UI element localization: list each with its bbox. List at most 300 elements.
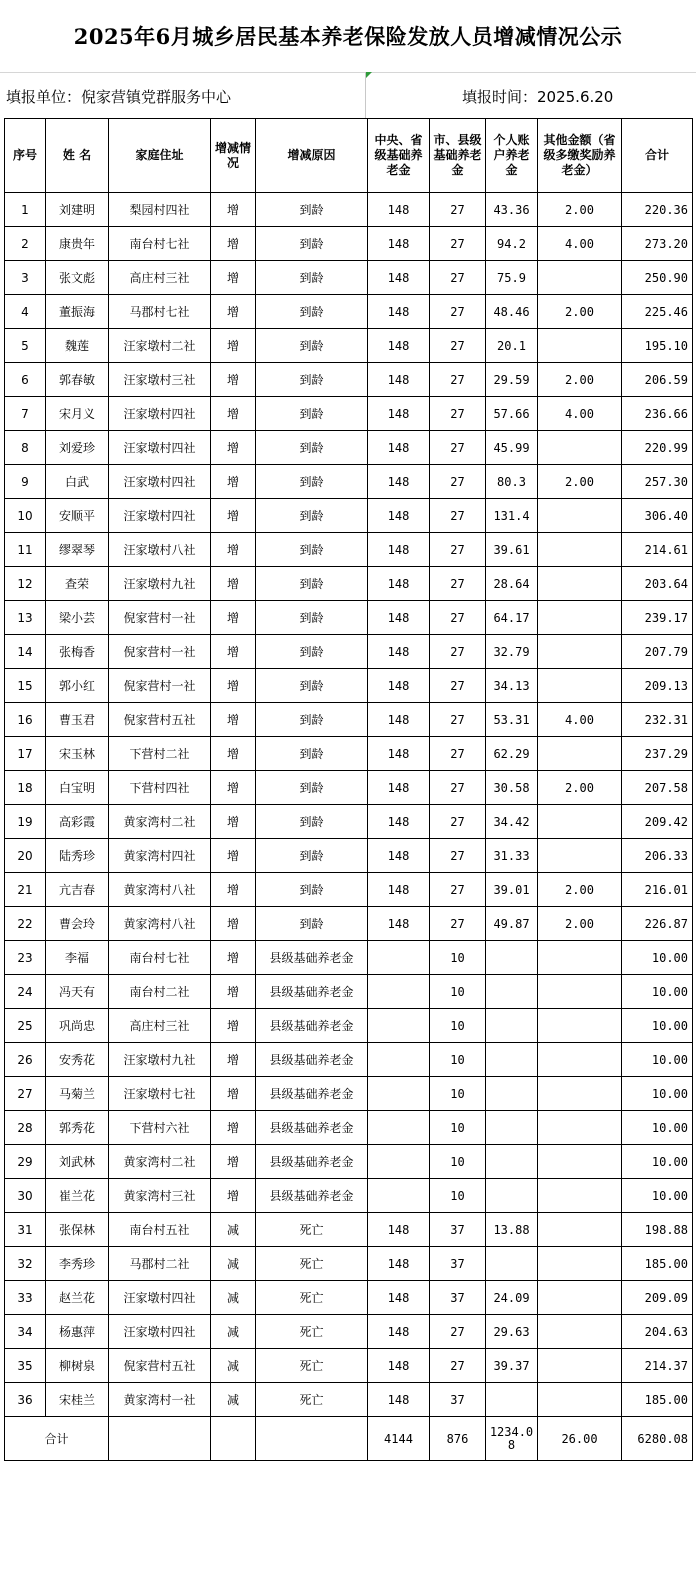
cell-other-amount — [538, 1247, 622, 1281]
cell-personal-pension: 32.79 — [486, 635, 538, 669]
cell-personal-pension: 64.17 — [486, 601, 538, 635]
cell-county-pension: 27 — [430, 1315, 486, 1349]
cell-no: 31 — [5, 1213, 46, 1247]
cell-personal-pension — [486, 1043, 538, 1077]
cell-total: 10.00 — [622, 1179, 693, 1213]
total-empty-cell — [109, 1417, 211, 1461]
table-header-row — [5, 119, 693, 193]
cell-change: 增 — [211, 329, 256, 363]
cell-reason: 县级基础养老金 — [256, 1009, 368, 1043]
cell-address: 下营村六社 — [109, 1111, 211, 1145]
cell-name: 崔兰花 — [46, 1179, 109, 1213]
header-address: 家庭住址 — [109, 119, 211, 193]
cell-county-pension: 10 — [430, 1179, 486, 1213]
cell-address: 汪家墩村四社 — [109, 499, 211, 533]
cell-name: 杨惠萍 — [46, 1315, 109, 1349]
table-row — [5, 1179, 693, 1213]
cell-central-pension: 148 — [368, 771, 430, 805]
cell-central-pension: 148 — [368, 533, 430, 567]
table-row — [5, 261, 693, 295]
cell-personal-pension: 28.64 — [486, 567, 538, 601]
table-row — [5, 839, 693, 873]
cell-reason: 县级基础养老金 — [256, 1179, 368, 1213]
cell-change: 增 — [211, 1077, 256, 1111]
cell-total: 10.00 — [622, 975, 693, 1009]
cell-other-amount: 2.00 — [538, 465, 622, 499]
cell-name: 赵兰花 — [46, 1281, 109, 1315]
cell-reason: 到龄 — [256, 635, 368, 669]
cell-other-amount — [538, 601, 622, 635]
cell-county-pension: 27 — [430, 567, 486, 601]
cell-address: 汪家墩村九社 — [109, 1043, 211, 1077]
cell-change: 增 — [211, 601, 256, 635]
cell-personal-pension: 30.58 — [486, 771, 538, 805]
grid-line — [0, 72, 696, 73]
cell-change: 增 — [211, 669, 256, 703]
cell-central-pension: 148 — [368, 465, 430, 499]
cell-other-amount: 4.00 — [538, 227, 622, 261]
cell-reason: 到龄 — [256, 907, 368, 941]
cell-address: 汪家墩村七社 — [109, 1077, 211, 1111]
table-row — [5, 465, 693, 499]
cell-personal-pension — [486, 1077, 538, 1111]
cell-name: 亢吉春 — [46, 873, 109, 907]
cell-name: 张梅香 — [46, 635, 109, 669]
cell-total: 214.61 — [622, 533, 693, 567]
cell-central-pension: 148 — [368, 1383, 430, 1417]
cell-other-amount — [538, 1043, 622, 1077]
cell-name: 高彩霞 — [46, 805, 109, 839]
cell-personal-pension: 24.09 — [486, 1281, 538, 1315]
cell-address: 汪家墩村四社 — [109, 431, 211, 465]
cell-other-amount: 2.00 — [538, 193, 622, 227]
cell-total: 203.64 — [622, 567, 693, 601]
total-central-pension: 4144 — [368, 1417, 430, 1461]
cell-county-pension: 37 — [430, 1281, 486, 1315]
cell-central-pension: 148 — [368, 1213, 430, 1247]
column-divider — [365, 72, 366, 118]
cell-name: 宋桂兰 — [46, 1383, 109, 1417]
cell-reason: 县级基础养老金 — [256, 1043, 368, 1077]
table-row — [5, 431, 693, 465]
cell-no: 6 — [5, 363, 46, 397]
cell-total: 10.00 — [622, 1043, 693, 1077]
cell-personal-pension: 39.61 — [486, 533, 538, 567]
cell-county-pension: 10 — [430, 975, 486, 1009]
cell-address: 高庄村三社 — [109, 261, 211, 295]
cell-address: 下营村二社 — [109, 737, 211, 771]
cell-no: 5 — [5, 329, 46, 363]
table-total-row — [5, 1417, 693, 1461]
cell-name: 董振海 — [46, 295, 109, 329]
table-row — [5, 805, 693, 839]
cell-total: 207.58 — [622, 771, 693, 805]
cell-county-pension: 27 — [430, 771, 486, 805]
cell-central-pension: 148 — [368, 261, 430, 295]
cell-address: 汪家墩村四社 — [109, 465, 211, 499]
cell-total: 209.13 — [622, 669, 693, 703]
cell-name: 安秀花 — [46, 1043, 109, 1077]
cell-total: 185.00 — [622, 1383, 693, 1417]
cell-central-pension — [368, 1043, 430, 1077]
cell-no: 24 — [5, 975, 46, 1009]
cell-no: 13 — [5, 601, 46, 635]
table-row — [5, 1349, 693, 1383]
cell-personal-pension: 34.13 — [486, 669, 538, 703]
cell-other-amount — [538, 261, 622, 295]
cell-other-amount — [538, 941, 622, 975]
cell-name: 李福 — [46, 941, 109, 975]
table-row — [5, 1315, 693, 1349]
cell-county-pension: 27 — [430, 329, 486, 363]
pension-change-table — [4, 118, 693, 1461]
cell-personal-pension: 43.36 — [486, 193, 538, 227]
cell-total: 250.90 — [622, 261, 693, 295]
report-meta — [0, 72, 696, 118]
cell-county-pension: 27 — [430, 737, 486, 771]
table-row — [5, 227, 693, 261]
table-row — [5, 635, 693, 669]
cell-personal-pension: 20.1 — [486, 329, 538, 363]
cell-county-pension: 37 — [430, 1213, 486, 1247]
cell-no: 35 — [5, 1349, 46, 1383]
cell-address: 汪家墩村八社 — [109, 533, 211, 567]
cell-central-pension — [368, 975, 430, 1009]
cell-reason: 到龄 — [256, 669, 368, 703]
cell-address: 下营村四社 — [109, 771, 211, 805]
cell-personal-pension — [486, 1179, 538, 1213]
reporting-time: 填报时间：2025.6.20 — [462, 88, 614, 106]
cell-name: 柳树泉 — [46, 1349, 109, 1383]
cell-address: 倪家营村五社 — [109, 703, 211, 737]
cell-total: 257.30 — [622, 465, 693, 499]
cell-central-pension: 148 — [368, 193, 430, 227]
cell-personal-pension: 39.37 — [486, 1349, 538, 1383]
cell-total: 195.10 — [622, 329, 693, 363]
cell-name: 刘爱珍 — [46, 431, 109, 465]
header-central-pension: 中央、省级基础养老金 — [368, 119, 430, 193]
cell-name: 梁小芸 — [46, 601, 109, 635]
cell-personal-pension — [486, 975, 538, 1009]
cell-county-pension: 27 — [430, 669, 486, 703]
cell-change: 增 — [211, 839, 256, 873]
table-row — [5, 1281, 693, 1315]
cell-other-amount: 4.00 — [538, 397, 622, 431]
cell-central-pension: 148 — [368, 873, 430, 907]
cell-central-pension: 148 — [368, 295, 430, 329]
cell-other-amount — [538, 1179, 622, 1213]
cell-reason: 到龄 — [256, 329, 368, 363]
page-title: 2025年6月城乡居民基本养老保险发放人员增减情况公示 — [73, 24, 623, 49]
cell-address: 南台村五社 — [109, 1213, 211, 1247]
cell-reason: 到龄 — [256, 227, 368, 261]
table-row — [5, 771, 693, 805]
cell-reason: 到龄 — [256, 601, 368, 635]
cell-no: 25 — [5, 1009, 46, 1043]
cell-total: 226.87 — [622, 907, 693, 941]
cell-change: 增 — [211, 295, 256, 329]
cell-personal-pension: 48.46 — [486, 295, 538, 329]
header-total: 合计 — [622, 119, 693, 193]
cell-change: 增 — [211, 465, 256, 499]
cell-change: 增 — [211, 737, 256, 771]
table-row — [5, 669, 693, 703]
cell-no: 11 — [5, 533, 46, 567]
cell-other-amount — [538, 499, 622, 533]
cell-change: 增 — [211, 499, 256, 533]
cell-reason: 到龄 — [256, 873, 368, 907]
cell-no: 36 — [5, 1383, 46, 1417]
table-row — [5, 873, 693, 907]
cell-reason: 到龄 — [256, 397, 368, 431]
total-personal-pension: 1234.08 — [486, 1417, 538, 1461]
cell-total: 10.00 — [622, 1009, 693, 1043]
cell-change: 减 — [211, 1349, 256, 1383]
cell-personal-pension: 31.33 — [486, 839, 538, 873]
cell-central-pension — [368, 941, 430, 975]
cell-name: 郭秀花 — [46, 1111, 109, 1145]
cell-total: 232.31 — [622, 703, 693, 737]
table-row — [5, 1383, 693, 1417]
header-other-amount: 其他金额（省级多缴奖励养老金） — [538, 119, 622, 193]
cell-other-amount — [538, 669, 622, 703]
cell-change: 增 — [211, 805, 256, 839]
cell-no: 2 — [5, 227, 46, 261]
cell-total: 214.37 — [622, 1349, 693, 1383]
header-change: 增减情况 — [211, 119, 256, 193]
cell-reason: 死亡 — [256, 1383, 368, 1417]
cell-county-pension: 37 — [430, 1383, 486, 1417]
cell-name: 曹玉君 — [46, 703, 109, 737]
cell-other-amount: 4.00 — [538, 703, 622, 737]
cell-central-pension: 148 — [368, 499, 430, 533]
cell-name: 宋月义 — [46, 397, 109, 431]
cell-other-amount: 2.00 — [538, 295, 622, 329]
cell-no: 14 — [5, 635, 46, 669]
cell-change: 减 — [211, 1315, 256, 1349]
cell-other-amount — [538, 975, 622, 1009]
cell-no: 32 — [5, 1247, 46, 1281]
cell-reason: 县级基础养老金 — [256, 975, 368, 1009]
cell-name: 刘武林 — [46, 1145, 109, 1179]
cell-personal-pension: 131.4 — [486, 499, 538, 533]
table-row — [5, 329, 693, 363]
cell-change: 增 — [211, 1145, 256, 1179]
cell-personal-pension: 29.63 — [486, 1315, 538, 1349]
cell-address: 马郡村二社 — [109, 1247, 211, 1281]
cell-county-pension: 27 — [430, 839, 486, 873]
cell-total: 239.17 — [622, 601, 693, 635]
table-row — [5, 1111, 693, 1145]
cell-county-pension: 27 — [430, 363, 486, 397]
cell-county-pension: 27 — [430, 261, 486, 295]
cell-central-pension: 148 — [368, 329, 430, 363]
cell-no: 34 — [5, 1315, 46, 1349]
cell-reason: 到龄 — [256, 567, 368, 601]
cell-county-pension: 10 — [430, 941, 486, 975]
cell-total: 10.00 — [622, 1145, 693, 1179]
cell-central-pension: 148 — [368, 1281, 430, 1315]
cell-reason: 到龄 — [256, 193, 368, 227]
cell-personal-pension — [486, 1009, 538, 1043]
cell-change: 增 — [211, 975, 256, 1009]
cell-name: 曹会玲 — [46, 907, 109, 941]
cell-change: 增 — [211, 1009, 256, 1043]
cell-county-pension: 27 — [430, 397, 486, 431]
cell-central-pension: 148 — [368, 635, 430, 669]
cell-name: 巩尚忠 — [46, 1009, 109, 1043]
cell-other-amount — [538, 1349, 622, 1383]
table-row — [5, 703, 693, 737]
cell-personal-pension — [486, 941, 538, 975]
cell-other-amount — [538, 839, 622, 873]
cell-personal-pension: 45.99 — [486, 431, 538, 465]
cell-name: 白武 — [46, 465, 109, 499]
cell-central-pension — [368, 1111, 430, 1145]
cell-total: 198.88 — [622, 1213, 693, 1247]
cell-total: 206.33 — [622, 839, 693, 873]
cell-total: 220.36 — [622, 193, 693, 227]
cell-other-amount — [538, 1281, 622, 1315]
cell-central-pension: 148 — [368, 703, 430, 737]
cell-other-amount — [538, 1145, 622, 1179]
cell-address: 汪家墩村四社 — [109, 1315, 211, 1349]
table-row — [5, 1077, 693, 1111]
cell-county-pension: 10 — [430, 1009, 486, 1043]
cell-address: 倪家营村一社 — [109, 601, 211, 635]
cell-other-amount: 2.00 — [538, 873, 622, 907]
cell-personal-pension: 53.31 — [486, 703, 538, 737]
cell-total: 237.29 — [622, 737, 693, 771]
cell-other-amount — [538, 635, 622, 669]
cell-name: 李秀珍 — [46, 1247, 109, 1281]
cell-reason: 死亡 — [256, 1281, 368, 1315]
cell-no: 10 — [5, 499, 46, 533]
table-row — [5, 737, 693, 771]
cell-personal-pension — [486, 1247, 538, 1281]
cell-other-amount — [538, 533, 622, 567]
cell-central-pension: 148 — [368, 669, 430, 703]
table-row — [5, 1145, 693, 1179]
cell-central-pension: 148 — [368, 363, 430, 397]
cell-other-amount — [538, 805, 622, 839]
cell-address: 汪家墩村四社 — [109, 1281, 211, 1315]
cell-county-pension: 10 — [430, 1077, 486, 1111]
table-row — [5, 1247, 693, 1281]
cell-personal-pension — [486, 1111, 538, 1145]
cell-central-pension: 148 — [368, 907, 430, 941]
cell-total: 185.00 — [622, 1247, 693, 1281]
cell-other-amount: 2.00 — [538, 907, 622, 941]
cell-no: 28 — [5, 1111, 46, 1145]
cell-address: 汪家墩村九社 — [109, 567, 211, 601]
cell-address: 汪家墩村三社 — [109, 363, 211, 397]
cell-change: 增 — [211, 533, 256, 567]
header-no: 序号 — [5, 119, 46, 193]
cell-personal-pension: 29.59 — [486, 363, 538, 397]
cell-central-pension — [368, 1009, 430, 1043]
cell-name: 刘建明 — [46, 193, 109, 227]
cell-total: 209.42 — [622, 805, 693, 839]
cell-county-pension: 37 — [430, 1247, 486, 1281]
cell-address: 黄家湾村三社 — [109, 1179, 211, 1213]
cell-county-pension: 27 — [430, 431, 486, 465]
cell-no: 12 — [5, 567, 46, 601]
cell-address: 黄家湾村四社 — [109, 839, 211, 873]
cell-change: 增 — [211, 635, 256, 669]
table-row — [5, 193, 693, 227]
cell-total: 209.09 — [622, 1281, 693, 1315]
table-row — [5, 1009, 693, 1043]
cell-no: 8 — [5, 431, 46, 465]
cell-name: 查荣 — [46, 567, 109, 601]
cell-change: 减 — [211, 1213, 256, 1247]
header-county-pension: 市、县级基础养老金 — [430, 119, 486, 193]
cell-county-pension: 27 — [430, 499, 486, 533]
cell-change: 增 — [211, 261, 256, 295]
cell-central-pension: 148 — [368, 1247, 430, 1281]
cell-no: 15 — [5, 669, 46, 703]
cell-county-pension: 10 — [430, 1043, 486, 1077]
cell-central-pension — [368, 1077, 430, 1111]
total-empty-cell — [256, 1417, 368, 1461]
cell-address: 黄家湾村二社 — [109, 1145, 211, 1179]
cell-reason: 到龄 — [256, 261, 368, 295]
cell-central-pension: 148 — [368, 737, 430, 771]
cell-name: 陆秀珍 — [46, 839, 109, 873]
cell-central-pension: 148 — [368, 397, 430, 431]
cell-change: 增 — [211, 567, 256, 601]
cell-personal-pension — [486, 1145, 538, 1179]
cell-change: 减 — [211, 1281, 256, 1315]
cell-total: 207.79 — [622, 635, 693, 669]
cell-address: 黄家湾村八社 — [109, 873, 211, 907]
cell-comment-marker — [366, 72, 372, 78]
cell-no: 29 — [5, 1145, 46, 1179]
cell-no: 33 — [5, 1281, 46, 1315]
table-row — [5, 941, 693, 975]
table-row — [5, 397, 693, 431]
cell-name: 康贵年 — [46, 227, 109, 261]
cell-name: 郭春敏 — [46, 363, 109, 397]
cell-central-pension: 148 — [368, 1349, 430, 1383]
cell-change: 增 — [211, 1179, 256, 1213]
cell-other-amount — [538, 1009, 622, 1043]
cell-change: 增 — [211, 227, 256, 261]
cell-other-amount — [538, 329, 622, 363]
cell-other-amount — [538, 1111, 622, 1145]
cell-total: 236.66 — [622, 397, 693, 431]
cell-name: 魏莲 — [46, 329, 109, 363]
cell-total: 273.20 — [622, 227, 693, 261]
cell-total: 306.40 — [622, 499, 693, 533]
cell-name: 安顺平 — [46, 499, 109, 533]
cell-reason: 到龄 — [256, 465, 368, 499]
cell-change: 增 — [211, 431, 256, 465]
cell-reason: 到龄 — [256, 431, 368, 465]
table-row — [5, 1213, 693, 1247]
cell-address: 南台村二社 — [109, 975, 211, 1009]
cell-no: 21 — [5, 873, 46, 907]
header-name: 姓 名 — [46, 119, 109, 193]
table-row — [5, 601, 693, 635]
cell-name: 张保林 — [46, 1213, 109, 1247]
cell-change: 增 — [211, 873, 256, 907]
cell-county-pension: 27 — [430, 601, 486, 635]
cell-central-pension — [368, 1179, 430, 1213]
cell-no: 22 — [5, 907, 46, 941]
cell-personal-pension: 75.9 — [486, 261, 538, 295]
